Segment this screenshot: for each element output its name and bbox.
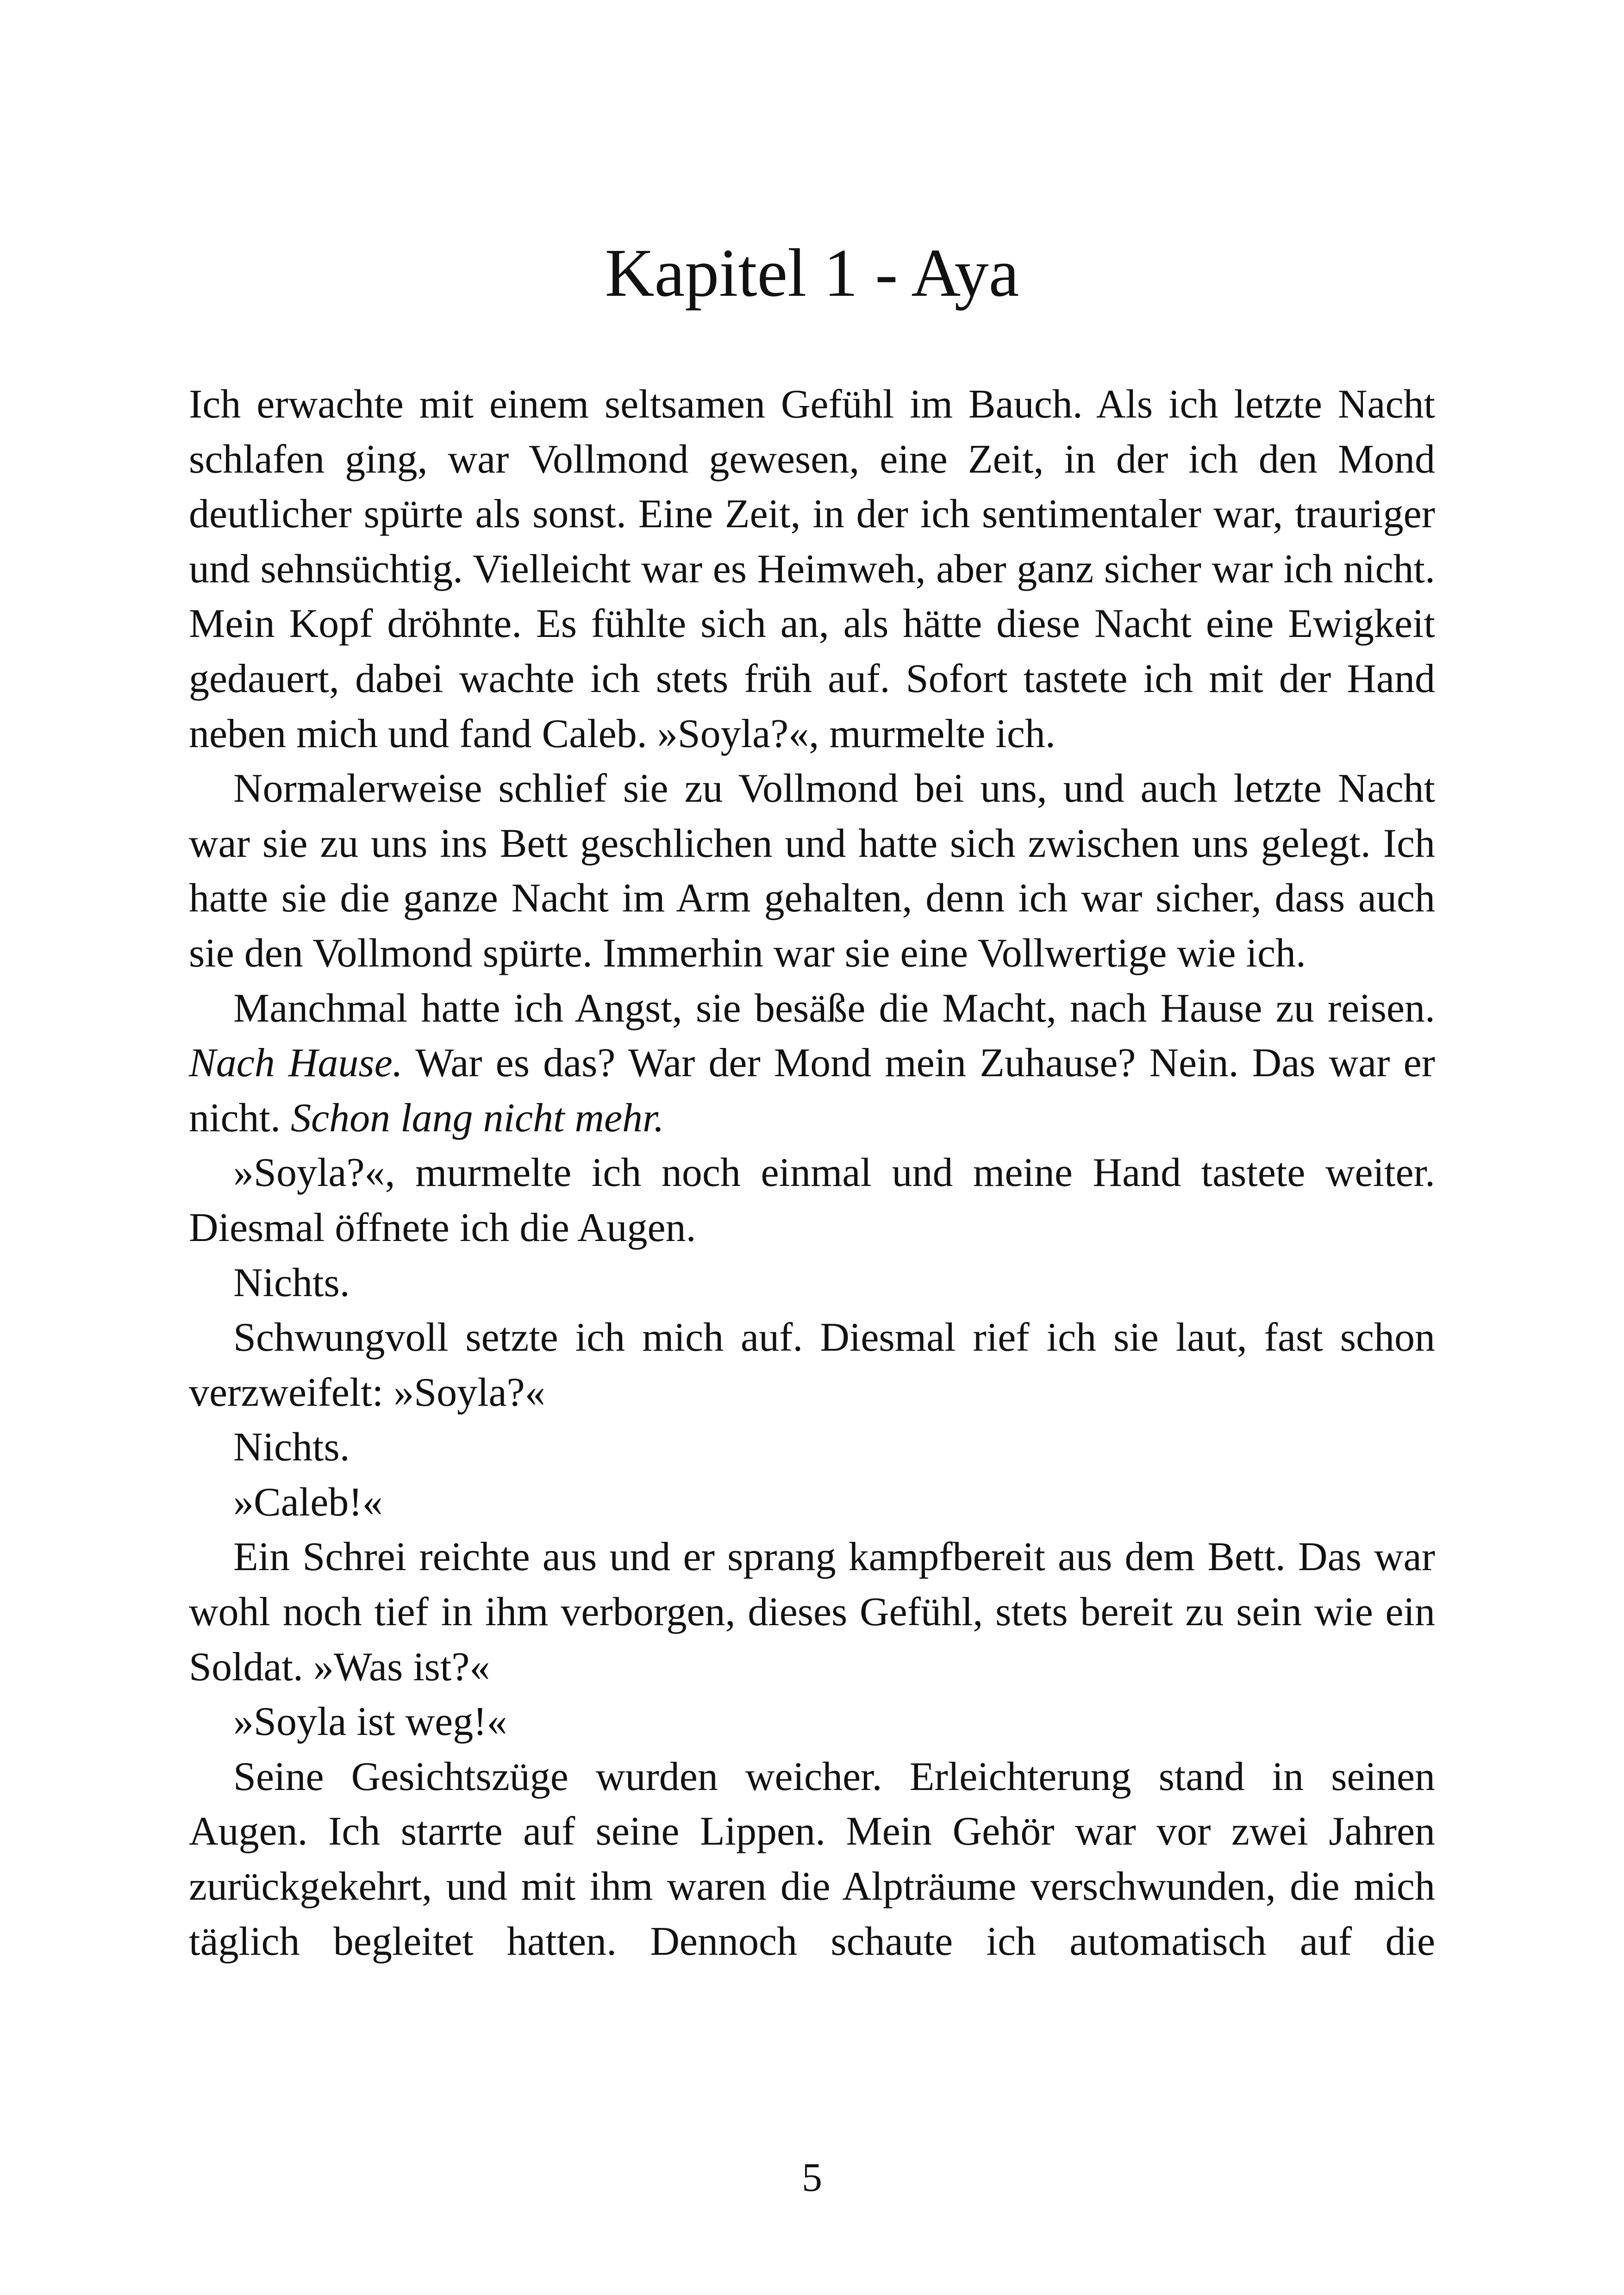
- paragraph: Seine Gesichtszüge wurden weicher. Erleichterung stand in seinen Augen. Ich starrte auf seine Lippen. Mein Gehör war vor zwei Jahren zurückgekehrt, und mit ihm waren die Alpträume verschwunden, die mich täglich begleitet hatten. Dennoch schaute ich automatisch auf die: [189, 1754, 1435, 1964]
- paragraph: »Caleb!«: [233, 1479, 383, 1525]
- paragraph: Ein Schrei reichte aus und er sprang kampfbereit aus dem Bett. Das war wohl noch tief in ihm verborgen, dieses Gefühl, stets bereit zu sein wie ein Soldat. »Was ist?«: [189, 1534, 1435, 1690]
- page-number: 5: [802, 2155, 822, 2200]
- paragraph: Schwungvoll setzte ich mich auf. Diesmal rief ich sie laut, fast schon verzweifelt: »Soyla?«: [189, 1315, 1435, 1415]
- paragraph: [189, 981, 1435, 1146]
- paragraph-text: Manchmal hatte ich Angst, sie besäße die Macht, nach Hause zu reisen.: [233, 985, 1435, 1031]
- italic-phrase: Nach Hause.: [189, 1041, 403, 1086]
- paragraph: »Soyla ist weg!«: [233, 1699, 507, 1745]
- italic-phrase: Schon lang nicht mehr.: [290, 1095, 664, 1141]
- paragraph: Nichts.: [233, 1425, 350, 1470]
- paragraph: »Soyla?«, murmelte ich noch einmal und meine Hand tastete weiter. Diesmal öffnete ich die Augen.: [189, 1150, 1435, 1250]
- chapter-body: [189, 377, 1435, 1969]
- paragraph: Ich erwachte mit einem seltsamen Gefühl im Bauch. Als ich letzte Nacht schlafen ging, war Vollmond gewesen, eine Zeit, in der ich den Mond deutlicher spürte als sonst. Eine Zeit, in der ich sentimentaler war, trauriger und sehnsüchtig. Vielleicht war es Heimweh, aber ganz sicher war ich nicht. Mein Kopf dröhnte. Es fühlte sich an, als hätte diese Nacht eine Ewigkeit gedauert, dabei wachte ich stets früh auf. Sofort tastete ich mit der Hand neben mich und fand Caleb. »Soyla?«, murmelte ich.: [189, 382, 1435, 756]
- chapter-title: Kapitel 1 - Aya: [605, 235, 1019, 311]
- paragraph-text: War es das? War der Mond mein Zuhause? Nein. Das war er nicht.: [189, 1041, 1435, 1141]
- paragraph: Normalerweise schlief sie zu Vollmond bei uns, und auch letzte Nacht war sie zu uns ins Bett geschlichen und hatte sich zwischen uns gelegt. Ich hatte sie die ganze Nacht im Arm gehalten, denn ich war sicher, dass auch sie den Vollmond spürte. Immerhin war sie eine Vollwertige wie ich.: [189, 766, 1435, 976]
- paragraph: Nichts.: [233, 1260, 350, 1305]
